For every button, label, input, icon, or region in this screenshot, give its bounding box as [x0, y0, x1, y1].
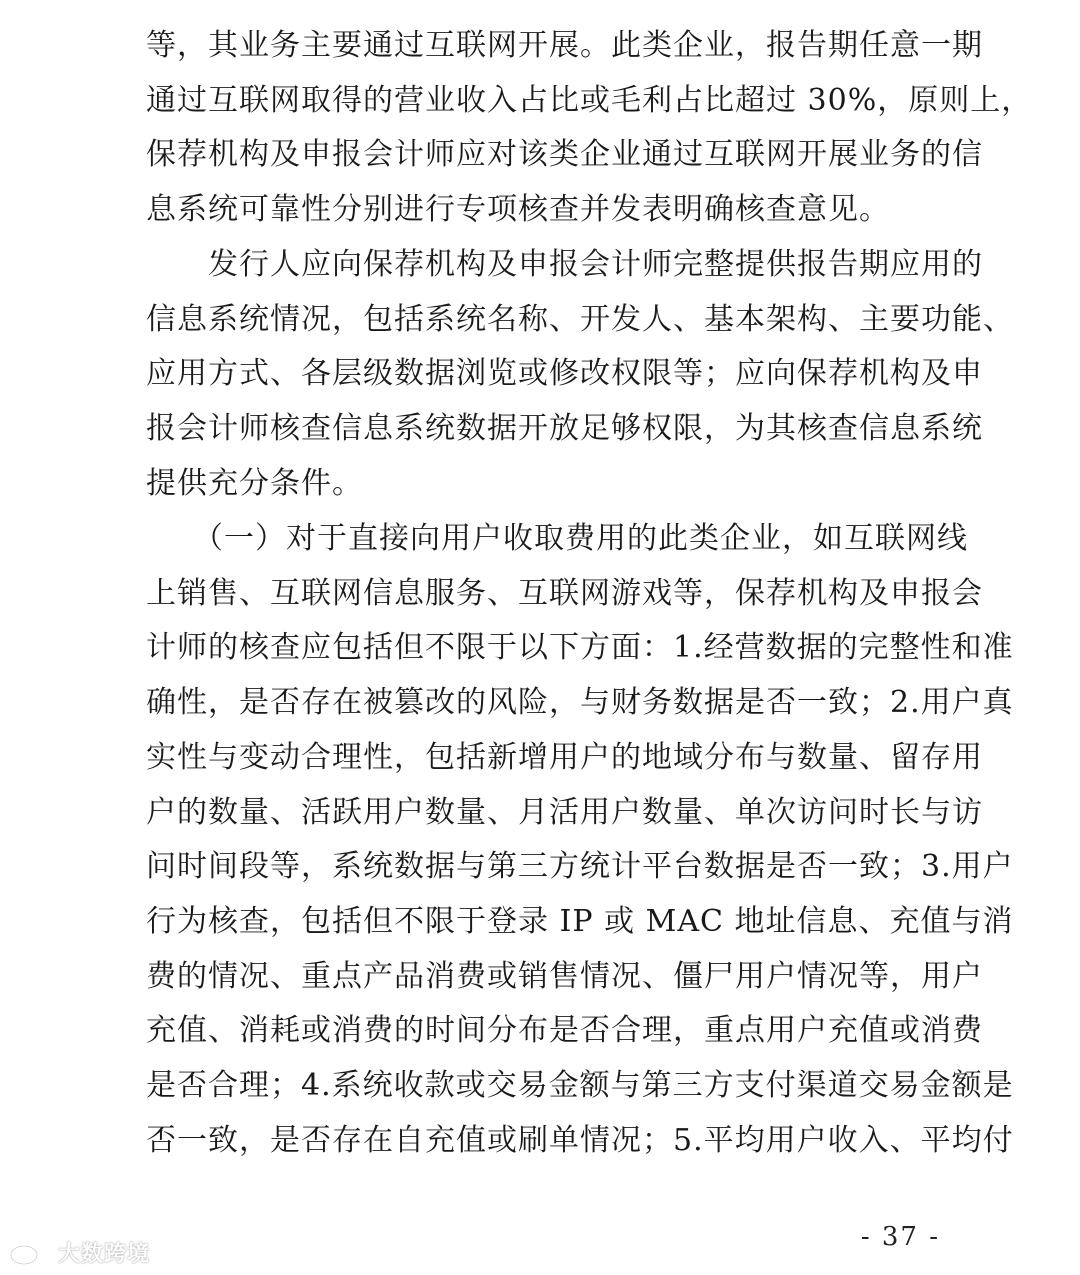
watermark: [8, 1237, 150, 1268]
text-line: 否一致，是否存在自充值或刷单情况；5.平均用户收入、平均付: [146, 1122, 1014, 1158]
text-line: 实性与变动合理性，包括新增用户的地域分布与数量、留存用: [146, 739, 983, 775]
text-line: 费的情况、重点产品消费或销售情况、僵尸用户情况等，用户: [146, 958, 983, 994]
text-line: （一）对于直接向用户收取费用的此类企业，如互联网线: [146, 521, 968, 556]
text-line: 通过互联网取得的营业收入占比或毛利占比超过 30%，原则上，: [146, 82, 1033, 118]
text-line: 问时间段等，系统数据与第三方统计平台数据是否一致；3.用户: [146, 849, 1014, 885]
text-line: 报会计师核查信息系统数据开放足够权限，为其核查信息系统: [146, 411, 983, 447]
text-line: 发行人应向保荐机构及申报会计师完整提供报告期应用的: [146, 247, 983, 282]
text-line: 确性，是否存在被篡改的风险，与财务数据是否一致；2.用户真: [146, 685, 1014, 721]
text-line: 保荐机构及申报会计师应对该类企业通过互联网开展业务的信: [146, 137, 983, 173]
text-line: 上销售、互联网信息服务、互联网游戏等，保荐机构及申报会: [146, 575, 983, 611]
watermark-text: 大数跨境: [58, 1242, 151, 1267]
text-line: 是否合理；4.系统收款或交易金额与第三方支付渠道交易金额是: [146, 1068, 1014, 1104]
paragraph-1: [146, 19, 1033, 238]
text-line: 息系统可靠性分别进行专项核查并发表明确核查意见。: [146, 192, 890, 228]
paragraph-3: [146, 512, 1014, 1168]
text-line: 计师的核查应包括但不限于以下方面：1.经营数据的完整性和准: [146, 630, 1014, 666]
text-line: 应用方式、各层级数据浏览或修改权限等；应向保荐机构及申: [146, 356, 983, 392]
text-line: 等，其业务主要通过互联网开展。此类企业，报告期任意一期: [146, 28, 983, 63]
text-line: 信息系统情况，包括系统名称、开发人、基本架构、主要功能、: [146, 301, 1014, 337]
paragraph-2: [146, 238, 1014, 512]
text-line: 行为核查，包括但不限于登录 IP 或 MAC 地址信息、充值与消: [146, 903, 1014, 939]
text-line: 户的数量、活跃用户数量、月活用户数量、单次访问时长与访: [146, 794, 983, 830]
text-line: 充值、消耗或消费的时间分布是否合理，重点用户充值或消费: [146, 1013, 983, 1049]
page-number: - 37 -: [860, 1222, 940, 1252]
weibo-logo-icon: [8, 1240, 52, 1266]
text-line: 提供充分条件。: [146, 465, 363, 501]
